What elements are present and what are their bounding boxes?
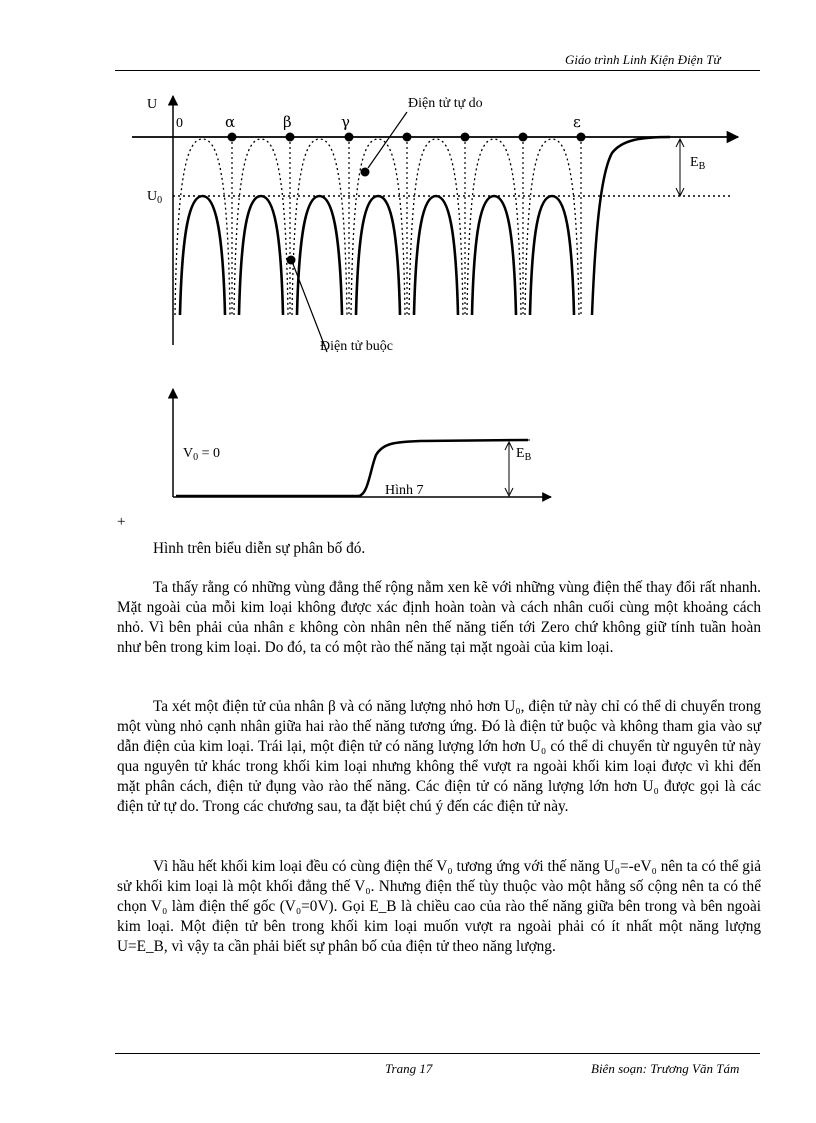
u0-label: $U_0$ [147,189,163,206]
nucleus-dot [345,133,354,142]
solid-potential-curves [180,196,574,315]
surface-barrier-curve [592,137,670,315]
free-electron-label: Điện tử tự do [408,96,483,111]
page-number: Trang 17 [385,1061,433,1076]
free-electron-pointer [368,112,407,168]
footer-rule [115,1053,760,1054]
paragraph-1: Ta thấy rằng có những vùng đẳng thế rộng nằm xen kẽ với những vùng điện thế thay đổi rất nhanh. Mặt ngoài của mỗi kim loại không được xác định hoàn toàn và cách nhân cuối cùng một khoảng cách nhỏ. Vì bên phải của nhân ε không còn nhân nên thế năng tiến tới Zero chứ không giữ tính tuần hoàn như bên trong kim loại. Do đó, ta có một rào thế năng tại mặt ngoài của kim loại. [117,579,761,656]
bound-electron-dot [287,256,296,265]
nucleus-label-epsilon: ε [573,113,581,131]
nucleus-dot [519,133,528,142]
footer-author: Biên soạn: Trương Văn Tám [591,1061,740,1076]
figure-caption: Hình 7 [385,483,424,498]
fig2-v0-label: $V_0 = 0$ [183,446,221,463]
nucleus-dot [403,133,412,142]
nucleus-dotted-lines [232,137,581,315]
dotted-arch [467,139,521,315]
dotted-arch [525,139,579,315]
nucleus-dot [286,133,295,142]
intro-sentence: Hình trên biểu diễn sự phân bố đó. [153,540,366,557]
solid-arch [239,196,283,315]
solid-arch [530,196,574,315]
dotted-arch [175,139,230,315]
bound-electron-label: Điện tử buộc [320,339,393,354]
free-electron-dot [361,168,370,177]
nucleus-dot [577,133,586,142]
fig2-eb-label: $E_B$ [516,446,532,463]
origin-label: 0 [176,116,183,131]
dotted-arch [292,139,347,315]
dotted-arch [409,139,463,315]
nucleus-dot [228,133,237,142]
dotted-potential-curves [175,139,579,315]
nucleus-label-alpha: α [225,113,236,131]
nucleus-label-beta: β [283,113,292,131]
dotted-arch [351,139,405,315]
header-title: Giáo trình Linh Kiện Điện Tử [565,52,721,67]
solid-arch [414,196,458,315]
solid-arch [297,196,342,315]
solid-arch [356,196,400,315]
paragraph-3: Vì hầu hết khối kim loại đều có cùng điện thế V₀ tương ứng với thế năng U₀=-eV₀ nên ta có thể giả sử khối kim loại là một khối đẳng thế V₀. Nhưng điện thế tùy thuộc vào một hằng số cộng nên ta có thể chọn V₀ làm điện thế gốc (V₀=0V). Gọi E_B là chiều cao của rào thế năng giữa bên trong và bên ngoài kim loại. Một điện tử bên trong khối kim loại muốn vượt ra ngoài phải có ít nhất một năng lượng U=E_B, vì vậy ta cần phải biết sự phân bố của điện tử theo năng lượng. [117,858,761,955]
nucleus-dot [461,133,470,142]
plus-mark: + [117,514,126,530]
eb-label: $E_B$ [690,155,706,172]
dotted-arch [234,139,288,315]
fig2-potential-step [176,440,528,496]
nucleus-label-gamma: γ [341,113,350,131]
solid-arch [472,196,516,315]
solid-arch [180,196,225,315]
u-axis-label: U [147,97,158,112]
paragraph-2: Ta xét một điện tử của nhân β và có năng lượng nhỏ hơn U₀, điện tử này chỉ có thể di chuyển trong một vùng nhỏ cạnh nhân giữa hai rào thế năng tương ứng. Đó là điện tử buộc và không tham gia vào sự dẫn điện của kim loại. Trái lại, một điện tử có năng lượng lớn hơn U₀ có thể di chuyển từ nguyên tử này qua nguyên tử khác trong khối kim loại nhưng không thể vượt ra ngoài khối kim loại được vì khi đến mặt phân cách, điện tử đụng vào rào thế năng. Các điện tử có năng lượng lớn hơn U₀ được gọi là các điện tử tự do. Trong các chương sau, ta đặt biệt chú ý đến các điện tử này. [117,698,761,815]
